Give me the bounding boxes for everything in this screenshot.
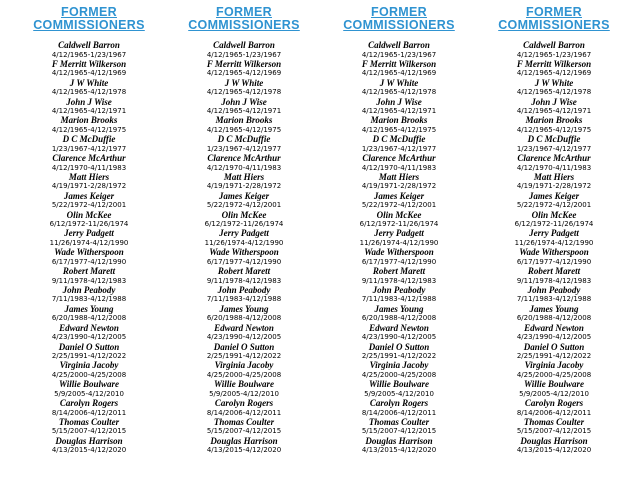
commissioner-name: Edward Newton: [524, 322, 584, 333]
commissioner-dates: 6/20/1988-4/12/2008: [206, 314, 282, 323]
commissioner-name: James Keiger: [218, 190, 270, 201]
commissioner-name: Marion Brooks: [525, 115, 583, 126]
commissioner-entry: [479, 343, 621, 362]
commissioner-dates: 5/9/2005-4/12/2010: [519, 389, 589, 398]
commissioner-entry: [324, 79, 474, 98]
commissioner-entry: [14, 229, 164, 248]
commissioner-entry: [14, 192, 164, 211]
commissioner-entry: [324, 305, 474, 324]
commissioner-dates: 4/12/1965-1/23/1967: [516, 50, 592, 59]
commissioner-name: Jerry Padgett: [219, 228, 269, 239]
commissioner-entry: [479, 305, 621, 324]
commissioner-name: Edward Newton: [59, 322, 119, 333]
commissioner-entry: [324, 418, 474, 437]
commissioner-dates: 4/12/1965-4/12/1969: [516, 69, 592, 78]
commissioner-name: Thomas Coulter: [368, 416, 430, 427]
commissioner-entry: [14, 418, 164, 437]
commissioner-dates: 2/25/1991-4/12/2022: [516, 352, 592, 360]
commissioner-dates: 1/23/1967-4/12/1977: [516, 144, 592, 153]
commissioner-dates: 4/12/1970-4/11/1983: [361, 163, 437, 172]
commissioner-name: John Peabody: [527, 284, 581, 295]
commissioner-entry: [14, 267, 164, 286]
commissioner-name: Caldwell Barron: [523, 40, 585, 50]
commissioner-entry: [14, 60, 164, 79]
commissioner-name: Thomas Coulter: [523, 416, 585, 427]
commissioner-name: Virginia Jacoby: [214, 360, 274, 371]
commissioner-entry: [479, 98, 621, 117]
commissioner-dates: 4/23/1990-4/12/2005: [206, 333, 282, 342]
commissioner-entry: [169, 286, 319, 305]
commissioner-entry: [169, 192, 319, 211]
commissioner-name: Willie Boulware: [524, 379, 584, 390]
commissioner-name: Olin McKee: [221, 209, 267, 220]
commissioner-entry: [14, 361, 164, 380]
commissioner-dates: 4/13/2015-4/12/2020: [361, 446, 437, 455]
commissioner-name: Daniel O Sutton: [368, 341, 430, 352]
commissioner-entry: [169, 60, 319, 79]
commissioner-entry: [479, 211, 621, 230]
title-former: FORMER: [526, 5, 582, 19]
commissioner-name: Douglas Harrison: [55, 435, 123, 446]
commissioner-name: Clarence McArthur: [207, 153, 281, 164]
commissioner-dates: 5/15/2007-4/12/2015: [361, 427, 437, 436]
commissioner-name: Marion Brooks: [215, 115, 273, 126]
commissioner-dates: 1/23/1967-4/12/1977: [51, 144, 127, 153]
commissioner-entry: [479, 154, 621, 173]
commissioner-entry: [324, 399, 474, 418]
commissioner-entry: [324, 192, 474, 211]
commissioner-entry: [169, 399, 319, 418]
commissioner-dates: 6/17/1977-4/12/1990: [516, 257, 592, 266]
commissioner-entry: [324, 41, 474, 60]
title-former: FORMER: [371, 5, 427, 19]
commissioner-entry: [169, 229, 319, 248]
commissioner-name: Wade Witherspoon: [54, 247, 124, 258]
commissioner-dates: 4/23/1990-4/12/2005: [51, 333, 127, 342]
commissioner-name: Robert Marett: [527, 266, 581, 277]
commissioner-name: Wade Witherspoon: [364, 247, 434, 258]
commissioner-entry: [479, 60, 621, 79]
commissioner-dates: 4/12/1965-4/12/1969: [206, 69, 282, 78]
commissioner-entry: [169, 343, 319, 362]
commissioner-entry: [479, 286, 621, 305]
commissioner-entry: [14, 380, 164, 399]
commissioner-dates: 4/13/2015-4/12/2020: [516, 446, 592, 455]
commissioner-entry: [324, 361, 474, 380]
commissioner-name: Carolyn Rogers: [524, 398, 584, 409]
commissioner-name: Willie Boulware: [369, 379, 429, 390]
commissioner-name: Matt Hiers: [223, 171, 265, 182]
commissioner-entry: [324, 135, 474, 154]
commissioner-dates: 4/12/1970-4/11/1983: [516, 163, 592, 172]
commissioner-dates: 4/19/1971-2/28/1972: [361, 182, 437, 191]
commissioner-entry: [324, 324, 474, 343]
commissioner-dates: 6/12/1972-11/26/1974: [49, 220, 129, 229]
commissioner-name: Daniel O Sutton: [523, 341, 585, 352]
commissioner-dates: 4/12/1965-4/12/1971: [516, 107, 592, 116]
commissioner-name: James Keiger: [528, 190, 580, 201]
commissioner-dates: 5/22/1972-4/12/2001: [516, 201, 592, 210]
commissioner-name: D C McDuffie: [62, 134, 116, 145]
commissioner-dates: 4/12/1965-4/12/1975: [51, 125, 127, 134]
commissioner-entry: [479, 380, 621, 399]
commissioner-dates: 4/12/1965-4/12/1975: [516, 125, 592, 134]
commissioner-name: Carolyn Rogers: [214, 398, 274, 409]
commissioner-entry: [479, 418, 621, 437]
commissioner-name: Jerry Padgett: [529, 228, 579, 239]
commissioner-entry: [14, 305, 164, 324]
commissioner-entry: [169, 98, 319, 117]
commissioner-dates: 2/25/1991-4/12/2022: [361, 352, 437, 360]
commissioner-dates: 4/12/1970-4/11/1983: [206, 163, 282, 172]
commissioner-entry: [169, 324, 319, 343]
commissioner-dates: 5/22/1972-4/12/2001: [361, 201, 437, 210]
commissioner-entry: [14, 343, 164, 362]
commissioner-dates: 7/11/1983-4/12/1988: [516, 295, 592, 304]
commissioner-name: F Merritt Wilkerson: [361, 58, 437, 69]
commissioner-entry: [324, 98, 474, 117]
commissioner-dates: 4/12/1965-4/12/1978: [206, 88, 282, 97]
commissioner-entry: [169, 361, 319, 380]
commissioner-dates: 7/11/1983-4/12/1988: [51, 295, 127, 304]
column-4: [479, 6, 621, 456]
title-commissioners: COMMISSIONERS: [498, 18, 610, 32]
commissioner-dates: 11/26/1974-4/12/1990: [204, 238, 284, 247]
commissioner-dates: 6/20/1988-4/12/2008: [516, 314, 592, 323]
commissioner-entry: [14, 79, 164, 98]
commissioner-name: Virginia Jacoby: [59, 360, 119, 371]
commissioner-name: J W White: [379, 77, 419, 88]
commissioner-entry: [479, 324, 621, 343]
column-1: [14, 6, 164, 456]
title-former: FORMER: [61, 5, 117, 19]
commissioner-name: James Keiger: [63, 190, 115, 201]
commissioner-name: J W White: [224, 77, 264, 88]
commissioner-dates: 6/17/1977-4/12/1990: [51, 257, 127, 266]
commissioner-name: Caldwell Barron: [368, 40, 430, 50]
commissioner-dates: 5/15/2007-4/12/2015: [51, 427, 127, 436]
commissioner-name: Olin McKee: [66, 209, 112, 220]
commissioner-name: Jerry Padgett: [64, 228, 114, 239]
commissioner-dates: 4/13/2015-4/12/2020: [206, 446, 282, 455]
commissioner-name: Marion Brooks: [370, 115, 428, 126]
commissioner-dates: 4/12/1965-4/12/1971: [51, 107, 127, 116]
commissioner-dates: 4/12/1965-4/12/1975: [206, 125, 282, 134]
commissioner-name: F Merritt Wilkerson: [51, 58, 127, 69]
commissioner-dates: 4/12/1965-1/23/1967: [361, 50, 437, 59]
commissioner-entry: [169, 116, 319, 135]
commissioner-name: Robert Marett: [372, 266, 426, 277]
commissioner-name: James Young: [64, 303, 114, 314]
commissioner-name: Jerry Padgett: [374, 228, 424, 239]
commissioner-entry: [169, 173, 319, 192]
commissioner-name: Daniel O Sutton: [58, 341, 120, 352]
commissioner-entry: [324, 248, 474, 267]
commissioner-entry: [479, 437, 621, 456]
commissioner-name: D C McDuffie: [217, 134, 271, 145]
commissioner-dates: 5/22/1972-4/12/2001: [51, 201, 127, 210]
commissioner-name: James Young: [529, 303, 579, 314]
commissioner-name: J W White: [534, 77, 574, 88]
title-commissioners: COMMISSIONERS: [343, 18, 455, 32]
commissioner-name: F Merritt Wilkerson: [516, 58, 592, 69]
commissioner-entry: [324, 116, 474, 135]
commissioner-dates: 4/19/1971-2/28/1972: [516, 182, 592, 191]
commissioner-dates: 5/9/2005-4/12/2010: [54, 389, 124, 398]
commissioner-name: D C McDuffie: [372, 134, 426, 145]
commissioner-name: Olin McKee: [531, 209, 577, 220]
commissioner-entry: [14, 437, 164, 456]
commissioner-dates: 5/9/2005-4/12/2010: [364, 389, 434, 398]
commissioner-dates: 8/14/2006-4/12/2011: [361, 408, 437, 417]
commissioner-name: Douglas Harrison: [210, 435, 278, 446]
commissioner-entry: [14, 98, 164, 117]
commissioner-entry: [14, 154, 164, 173]
commissioner-dates: 8/14/2006-4/12/2011: [51, 408, 127, 417]
commissioner-dates: 4/12/1965-1/23/1967: [51, 50, 127, 59]
commissioner-dates: 4/13/2015-4/12/2020: [51, 446, 127, 455]
commissioner-dates: 4/25/2000-4/25/2008: [361, 370, 437, 379]
commissioner-name: Clarence McArthur: [52, 153, 126, 164]
commissioner-dates: 11/26/1974-4/12/1990: [49, 238, 129, 247]
commissioner-name: John J Wise: [221, 96, 267, 107]
commissioner-entry: [479, 41, 621, 60]
commissioner-name: John J Wise: [376, 96, 422, 107]
commissioner-entry: [14, 173, 164, 192]
commissioner-name: Douglas Harrison: [365, 435, 433, 446]
commissioner-name: Edward Newton: [214, 322, 274, 333]
commissioner-dates: 5/9/2005-4/12/2010: [209, 389, 279, 398]
commissioner-entry: [14, 324, 164, 343]
commissioner-name: John Peabody: [62, 284, 116, 295]
commissioner-dates: 1/23/1967-4/12/1977: [361, 144, 437, 153]
commissioner-dates: 4/12/1965-4/12/1969: [51, 69, 127, 78]
commissioner-name: Olin McKee: [376, 209, 422, 220]
commissioner-name: Douglas Harrison: [520, 435, 588, 446]
commissioner-name: Clarence McArthur: [362, 153, 436, 164]
commissioner-name: Robert Marett: [62, 266, 116, 277]
commissioner-name: Thomas Coulter: [58, 416, 120, 427]
commissioner-name: Thomas Coulter: [213, 416, 275, 427]
commissioner-dates: 4/23/1990-4/12/2005: [516, 333, 592, 342]
commissioner-name: J W White: [69, 77, 109, 88]
commissioner-dates: 6/12/1972-11/26/1974: [359, 220, 439, 229]
commissioner-dates: 4/25/2000-4/25/2008: [51, 370, 127, 379]
commissioner-entry: [169, 211, 319, 230]
commissioner-dates: 9/11/1978-4/12/1983: [51, 276, 127, 285]
commissioner-dates: 4/12/1965-4/12/1978: [51, 88, 127, 97]
commissioner-entry: [324, 380, 474, 399]
commissioner-dates: 4/19/1971-2/28/1972: [206, 182, 282, 191]
commissioner-dates: 5/22/1972-4/12/2001: [206, 201, 282, 210]
commissioner-name: James Young: [374, 303, 424, 314]
commissioner-name: Robert Marett: [217, 266, 271, 277]
commissioner-dates: 4/19/1971-2/28/1972: [51, 182, 127, 191]
commissioner-dates: 4/25/2000-4/25/2008: [206, 370, 282, 379]
commissioner-name: Wade Witherspoon: [519, 247, 589, 258]
commissioner-dates: 6/20/1988-4/12/2008: [51, 314, 127, 323]
commissioner-name: F Merritt Wilkerson: [206, 58, 282, 69]
commissioner-dates: 5/15/2007-4/12/2015: [516, 427, 592, 436]
commissioner-dates: 9/11/1978-4/12/1983: [361, 276, 437, 285]
commissioner-dates: 8/14/2006-4/12/2011: [206, 408, 282, 417]
commissioner-dates: 2/25/1991-4/12/2022: [206, 352, 282, 360]
commissioner-dates: 4/23/1990-4/12/2005: [361, 333, 437, 342]
commissioner-dates: 4/12/1970-4/11/1983: [51, 163, 127, 172]
commissioner-entry: [169, 79, 319, 98]
commissioner-entry: [14, 399, 164, 418]
commissioner-name: Marion Brooks: [60, 115, 118, 126]
commissioner-entry: [479, 79, 621, 98]
commissioner-dates: 4/12/1965-1/23/1967: [206, 50, 282, 59]
commissioner-entry: [479, 267, 621, 286]
commissioner-entry: [169, 248, 319, 267]
commissioner-name: Virginia Jacoby: [524, 360, 584, 371]
commissioner-name: Caldwell Barron: [213, 40, 275, 50]
commissioner-entry: [479, 135, 621, 154]
commissioner-entry: [479, 248, 621, 267]
commissioner-entry: [324, 267, 474, 286]
commissioner-dates: 9/11/1978-4/12/1983: [206, 276, 282, 285]
commissioner-dates: 2/25/1991-4/12/2022: [51, 352, 127, 360]
commissioner-dates: 6/12/1972-11/26/1974: [204, 220, 284, 229]
commissioner-dates: 6/12/1972-11/26/1974: [514, 220, 594, 229]
commissioner-entry: [324, 173, 474, 192]
commissioner-name: Matt Hiers: [533, 171, 575, 182]
commissioner-entry: [479, 116, 621, 135]
commissioner-entry: [324, 343, 474, 362]
commissioner-name: John Peabody: [217, 284, 271, 295]
commissioner-name: Willie Boulware: [214, 379, 274, 390]
commissioner-name: Clarence McArthur: [517, 153, 591, 164]
commissioner-dates: 11/26/1974-4/12/1990: [359, 238, 439, 247]
commissioner-dates: 6/17/1977-4/12/1990: [361, 257, 437, 266]
commissioner-dates: 4/12/1965-4/12/1978: [361, 88, 437, 97]
commissioner-dates: 8/14/2006-4/12/2011: [516, 408, 592, 417]
title-former: FORMER: [216, 5, 272, 19]
commissioner-name: Daniel O Sutton: [213, 341, 275, 352]
commissioner-entry: [324, 229, 474, 248]
commissioner-dates: 1/23/1967-4/12/1977: [206, 144, 282, 153]
commissioner-name: John J Wise: [66, 96, 112, 107]
commissioner-entry: [14, 248, 164, 267]
commissioner-entry: [169, 267, 319, 286]
commissioner-name: Caldwell Barron: [58, 40, 120, 50]
commissioner-entry: [479, 173, 621, 192]
commissioner-name: Virginia Jacoby: [369, 360, 429, 371]
commissioner-entry: [169, 437, 319, 456]
commissioner-dates: 7/11/1983-4/12/1988: [361, 295, 437, 304]
commissioner-entry: [169, 305, 319, 324]
commissioner-dates: 4/12/1965-4/12/1969: [361, 69, 437, 78]
column-3: [324, 6, 474, 456]
commissioner-dates: 7/11/1983-4/12/1988: [206, 295, 282, 304]
commissioner-name: John J Wise: [531, 96, 577, 107]
commissioner-entry: [14, 135, 164, 154]
commissioner-entry: [14, 286, 164, 305]
commissioner-entry: [169, 418, 319, 437]
title-commissioners: COMMISSIONERS: [33, 18, 145, 32]
commissioner-entry: [479, 192, 621, 211]
commissioner-name: Carolyn Rogers: [59, 398, 119, 409]
commissioner-entry: [479, 229, 621, 248]
commissioner-entry: [324, 154, 474, 173]
commissioner-dates: 6/17/1977-4/12/1990: [206, 257, 282, 266]
commissioner-entry: [479, 399, 621, 418]
commissioner-dates: 6/20/1988-4/12/2008: [361, 314, 437, 323]
commissioner-entry: [14, 116, 164, 135]
commissioner-name: John Peabody: [372, 284, 426, 295]
commissioner-entry: [324, 437, 474, 456]
commissioner-entry: [479, 361, 621, 380]
commissioner-name: Edward Newton: [369, 322, 429, 333]
commissioner-entry: [324, 211, 474, 230]
commissioner-entry: [169, 380, 319, 399]
column-2: [169, 6, 319, 456]
commissioner-dates: 4/12/1965-4/12/1971: [206, 107, 282, 116]
commissioner-name: Wade Witherspoon: [209, 247, 279, 258]
commissioner-dates: 11/26/1974-4/12/1990: [514, 238, 594, 247]
commissioner-name: Matt Hiers: [378, 171, 420, 182]
commissioner-dates: 5/15/2007-4/12/2015: [206, 427, 282, 436]
commissioner-entry: [169, 135, 319, 154]
commissioner-entry: [169, 154, 319, 173]
commissioner-dates: 4/12/1965-4/12/1971: [361, 107, 437, 116]
commissioner-entry: [324, 60, 474, 79]
commissioner-name: James Young: [219, 303, 269, 314]
commissioner-name: James Keiger: [373, 190, 425, 201]
commissioner-dates: 4/12/1965-4/12/1978: [516, 88, 592, 97]
commissioner-name: Willie Boulware: [59, 379, 119, 390]
title-commissioners: COMMISSIONERS: [188, 18, 300, 32]
commissioner-entry: [14, 211, 164, 230]
commissioner-dates: 4/25/2000-4/25/2008: [516, 370, 592, 379]
commissioner-entry: [169, 41, 319, 60]
commissioner-dates: 4/12/1965-4/12/1975: [361, 125, 437, 134]
commissioner-entry: [324, 286, 474, 305]
commissioner-dates: 9/11/1978-4/12/1983: [516, 276, 592, 285]
commissioner-entry: [14, 41, 164, 60]
commissioner-name: Matt Hiers: [68, 171, 110, 182]
commissioner-name: Carolyn Rogers: [369, 398, 429, 409]
commissioner-name: D C McDuffie: [527, 134, 581, 145]
